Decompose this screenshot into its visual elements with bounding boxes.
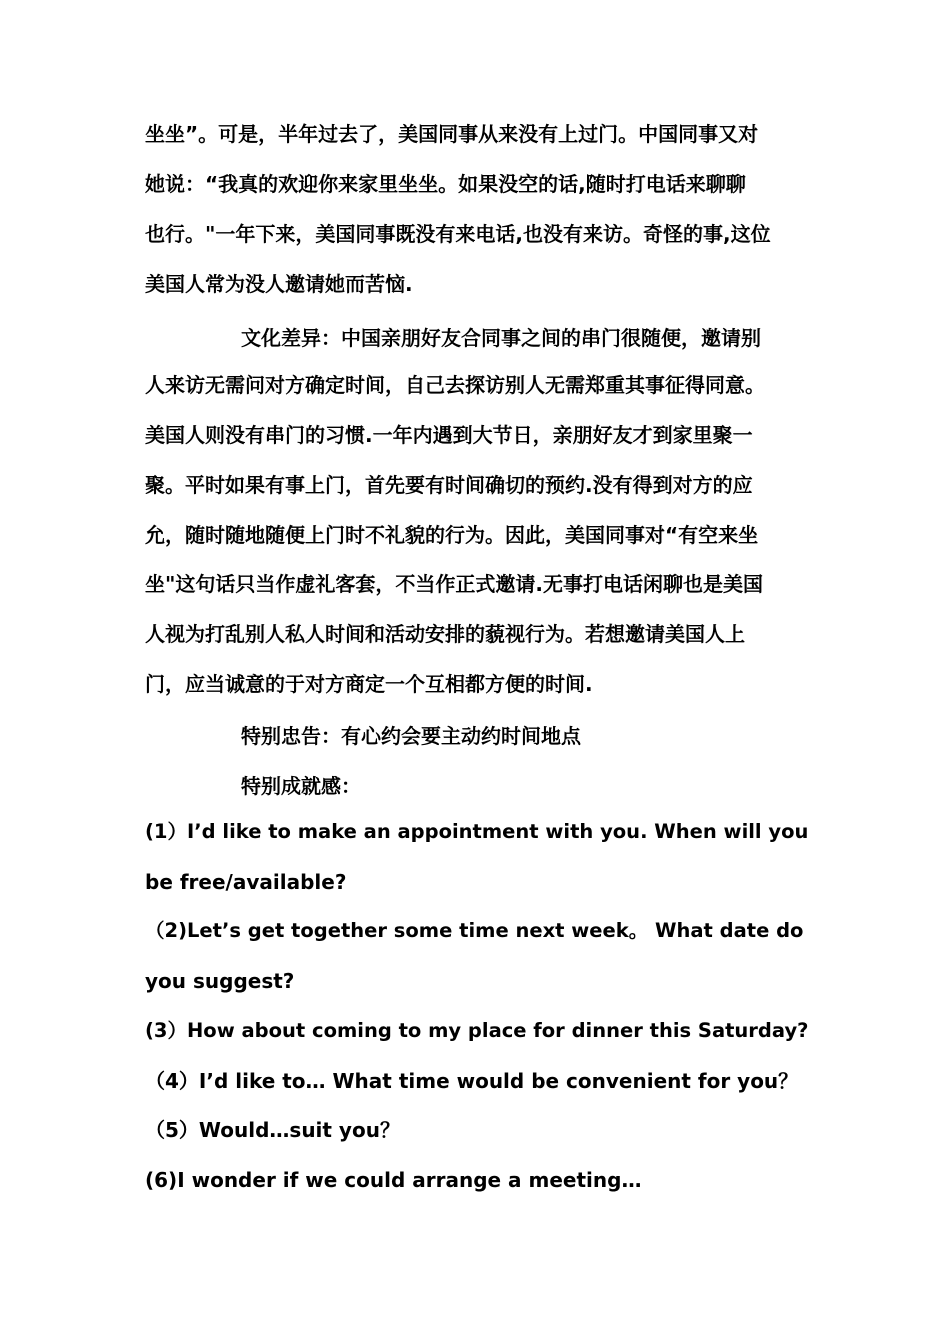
- phrase-line: be free/available?: [145, 870, 347, 894]
- phrase-line: (3）How about coming to my place for dinner this Saturday?: [145, 1019, 809, 1042]
- paragraph2-line: 文化差异：中国亲朋好友合同事之间的串门很随便，邀请别: [241, 326, 761, 350]
- paragraph2-line: 人来访无需问对方确定时间，自己去探访别人无需郑重其事征得同意。: [145, 373, 765, 397]
- phrase-line: you suggest?: [145, 969, 295, 993]
- phrase-line: (6)I wonder if we could arrange a meeting…: [145, 1168, 642, 1192]
- special-advice: 特别忠告：有心约会要主动约时间地点: [241, 724, 581, 748]
- paragraph2-line: 允，随时随地随便上门时不礼貌的行为。因此，美国同事对“有空来坐: [145, 523, 759, 547]
- phrase-line: （5）Would…suit you？: [145, 1118, 400, 1142]
- paragraph1-line: 美国人常为没人邀请她而苦恼.: [145, 272, 413, 296]
- paragraph2-line: 美国人则没有串门的习惯.一年内遇到大节日，亲朋好友才到家里聚一: [145, 423, 753, 447]
- paragraph2-line: 门，应当诚意的于对方商定一个互相都方便的时间.: [145, 672, 593, 696]
- paragraph2-line: 聚。平时如果有事上门，首先要有时间确切的预约.没有得到对方的应: [145, 473, 753, 497]
- paragraph2-line: 人视为打乱别人私人时间和活动安排的藐视行为。若想邀请美国人上: [145, 622, 745, 646]
- paragraph1-line: 坐坐”。可是，半年过去了，美国同事从来没有上过门。中国同事又对: [145, 122, 759, 146]
- paragraph2-line: 坐"这句话只当作虚礼客套，不当作正式邀请.无事打电话闲聊也是美国: [145, 572, 764, 596]
- paragraph1-line: 她说：“我真的欢迎你来家里坐坐。如果没空的话,随时打电话来聊聊: [145, 172, 746, 196]
- phrase-line: （4）I’d like to… What time would be convenient for you？: [145, 1069, 799, 1093]
- phrase-line: (1）I’d like to make an appointment with you. When will you: [145, 820, 809, 843]
- achievement-heading: 特别成就感：: [241, 774, 361, 798]
- paragraph1-line: 也行。"一年下来，美国同事既没有来电话,也没有来访。奇怪的事,这位: [145, 222, 771, 246]
- phrase-line: （2)Let’s get together some time next week。 What date do: [145, 919, 804, 942]
